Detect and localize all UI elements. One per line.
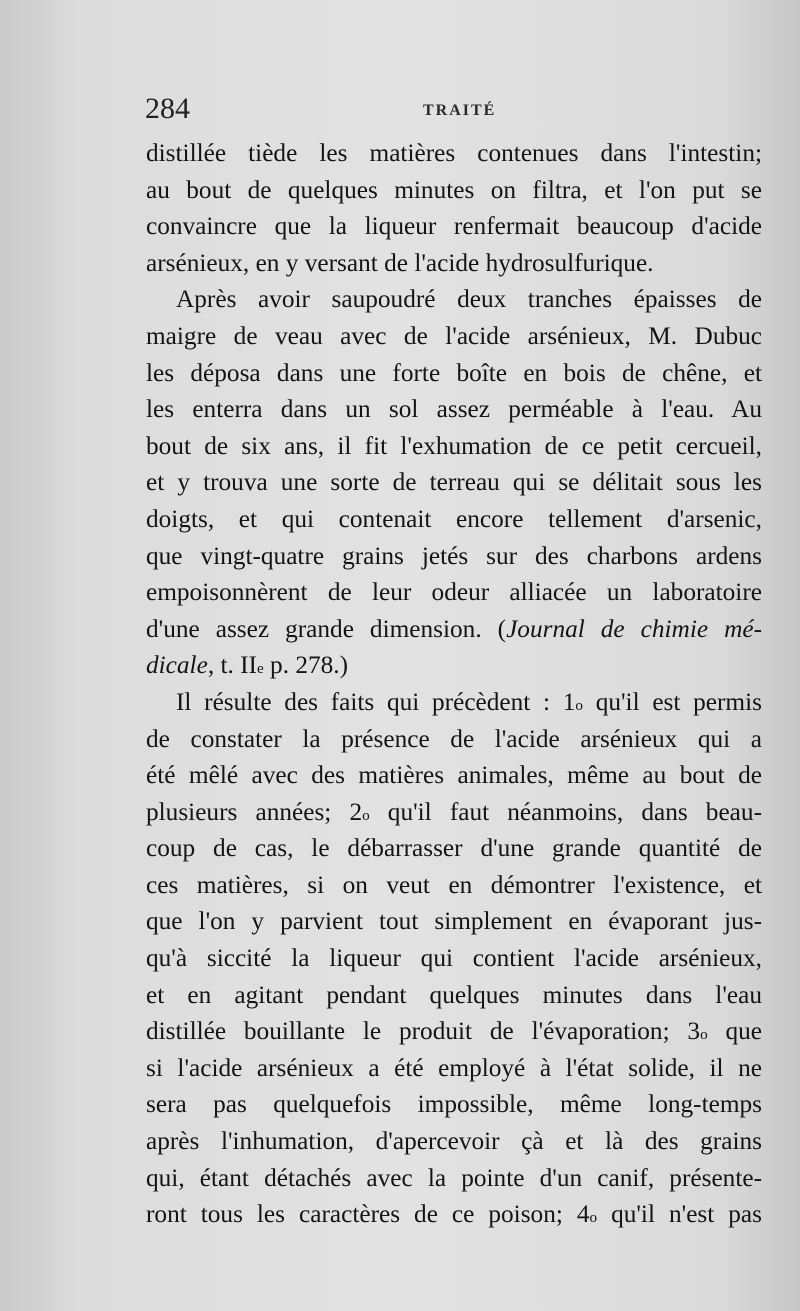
text-run: p. 278.) xyxy=(263,651,349,680)
text-line: ces matières, si on veut en démontrer l'existence, et xyxy=(146,870,762,899)
text-line: et en agitant pendant quelques minutes dans l'eau xyxy=(146,980,762,1009)
text-line: et y trouva une sorte de terreau qui se délitait sous les xyxy=(146,468,762,497)
text-line: Après avoir saupoudré deux tranches épaisses de xyxy=(176,285,762,314)
text-run: d'une assez grande dimension. ( xyxy=(146,614,507,643)
text-line: sera pas quelquefois impossible, même long-temps xyxy=(146,1090,762,1119)
text-line: distillée tiède les matières contenues dans l'intestin; xyxy=(146,139,762,167)
page-number: 284 xyxy=(145,92,190,125)
superscript: o xyxy=(700,1026,708,1044)
journal-title-italic: Journal de chimie mé- xyxy=(506,614,762,643)
superscript: e xyxy=(257,660,264,678)
text-line: bout de six ans, il fit l'exhumation de ce petit cercueil, xyxy=(146,431,762,460)
text-run: distillée bouillante le produit de l'évaporation; 3 xyxy=(146,1017,701,1046)
text-line xyxy=(146,794,762,831)
text-line: maigre de veau avec de l'acide arsénieux, M. Dubuc xyxy=(146,321,762,350)
text-line: au bout de quelques minutes on filtra, et l'on put se xyxy=(146,175,762,204)
superscript: o xyxy=(589,1209,598,1227)
text-line: coup de cas, le débarrasser d'une grande quantité de xyxy=(146,834,762,863)
text-run: qu'il est permis xyxy=(583,687,762,716)
text-line: les enterra dans un sol assez perméable à l'eau. Au xyxy=(146,395,762,424)
text-line: convaincre que la liqueur renfermait beaucoup d'acide xyxy=(146,212,762,241)
page-header xyxy=(145,92,765,132)
journal-title-italic: dicale xyxy=(146,651,208,680)
text-run: qu'il n'est pas xyxy=(597,1200,762,1229)
text-line xyxy=(146,1013,762,1050)
superscript: o xyxy=(362,806,370,824)
text-run: qu'il faut néanmoins, dans beau- xyxy=(369,797,762,826)
text-line: que vingt-quatre grains jetés sur des charbons ardens xyxy=(146,541,762,570)
text-run: ront tous les caractères de ce poison; 4 xyxy=(146,1200,590,1229)
text-line: doigts, et qui contenait encore tellement d'arsenic, xyxy=(146,504,762,533)
text-line: empoisonnèrent de leur odeur alliacée un laboratoire xyxy=(146,578,762,607)
text-line: qui, étant détachés avec la pointe d'un canif, présente- xyxy=(146,1163,762,1192)
body-text xyxy=(146,135,762,1233)
text-line: de constater la présence de l'acide arsénieux qui a xyxy=(146,724,762,753)
text-run: , t. II xyxy=(207,651,257,680)
superscript: o xyxy=(575,696,583,714)
running-title: TRAITÉ xyxy=(423,102,497,119)
text-line xyxy=(146,684,762,721)
text-line: été mêlé avec des matières animales, même au bout de xyxy=(146,761,762,790)
text-line: qu'à siccité la liqueur qui contient l'acide arsénieux, xyxy=(146,944,762,973)
text-line: les déposa dans une forte boîte en bois de chêne, et xyxy=(146,358,762,387)
text-run: Il résulte des faits qui précèdent : 1 xyxy=(176,687,576,716)
text-line: après l'inhumation, d'apercevoir çà et là des grains xyxy=(146,1127,762,1156)
text-line xyxy=(146,1196,762,1233)
text-line: si l'acide arsénieux a été employé à l'état solide, il ne xyxy=(146,1053,762,1082)
text-run: que xyxy=(707,1017,762,1046)
text-run: plusieurs années; 2 xyxy=(146,797,363,826)
text-line: que l'on y parvient tout simplement en évaporant jus- xyxy=(146,907,762,936)
text-line xyxy=(146,611,762,648)
text-line: arsénieux, en y versant de l'acide hydrosulfurique. xyxy=(146,248,654,277)
text-line xyxy=(146,647,762,684)
